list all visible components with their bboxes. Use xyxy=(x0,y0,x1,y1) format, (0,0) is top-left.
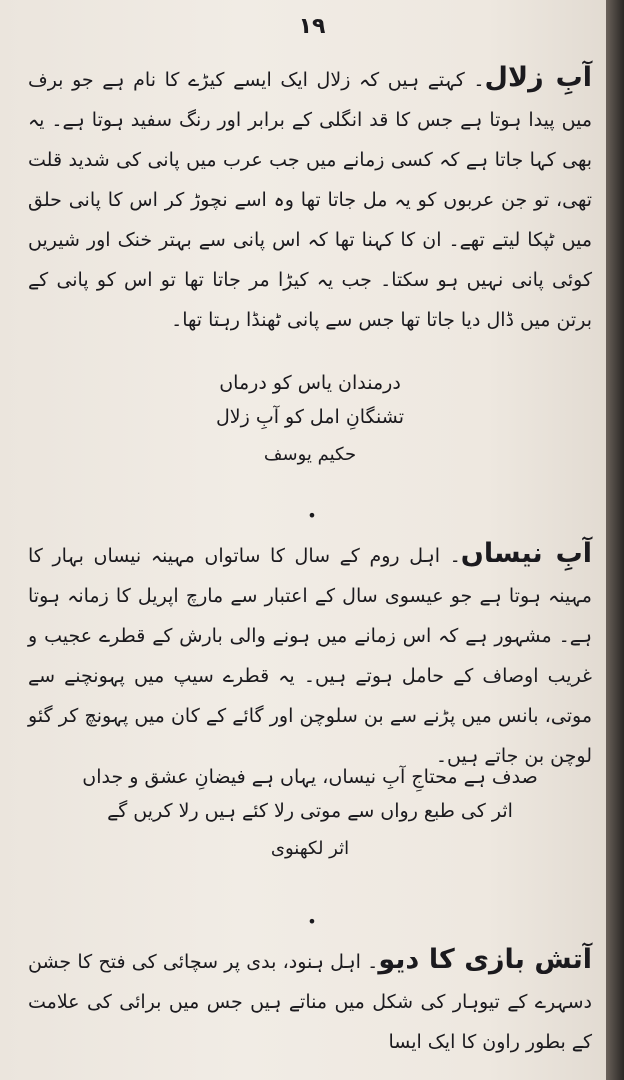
entry-aab-e-zulal xyxy=(28,58,592,340)
entry-text: ۔ اہل ہنود، بدی پر سچائی کی فتح کا جشن دسہرے کے تیوہار کی شکل میں مناتے ہیں جس میں برائی کی علامت کے بطور راون کا ایک ایسا xyxy=(28,951,592,1053)
entry-paragraph xyxy=(28,940,592,1062)
couplet-block xyxy=(28,366,592,472)
entry-aab-e-naisan xyxy=(28,534,592,776)
entry-heading: آبِ زلال xyxy=(484,62,592,93)
verse-line: تشنگانِ امل کو آبِ زلال xyxy=(215,406,405,428)
entry-paragraph xyxy=(28,58,592,340)
entry-text: ۔ کہتے ہیں کہ زلال ایک ایسے کیڑے کا نام ہے جو برف میں پیدا ہوتا ہے جس کا قد انگلی کے برابر اور رنگ سفید ہوتا ہے۔ یہ بھی کہا جاتا ہے کہ کسی زمانے میں جب عرب میں پانی کی شدید قلت تھی، تو جن عربوں کو یہ مل جاتا تھا وہ اسے نچوڑ کر اس کا پانی حلق میں ٹپکا لیتے تھے۔ ان کا کہنا تھا کہ اس پانی سے بہتر خنک اور شیریں کوئی پانی نہیں ہو سکتا۔ جب یہ کیڑا مر جاتا تھا تو اس کو پانی کے برتن میں ڈال دیا جاتا تھا جس سے پانی ٹھنڈا رہتا تھا۔ xyxy=(28,69,592,331)
entry-heading: آتش بازی کا دیو xyxy=(378,944,592,975)
section-separator: • xyxy=(307,912,317,931)
poet-name: حکیم یوسف xyxy=(263,444,357,465)
section-separator: • xyxy=(307,506,317,525)
entry-aatish-baazi xyxy=(28,940,592,1062)
poet-name: اثر لکھنوی xyxy=(270,838,350,859)
verse-line: درمندان یاس کو درماں xyxy=(219,372,401,394)
entry-text: ۔ اہل روم کے سال کا ساتواں مہینہ نیساں بہار کا مہینہ ہوتا ہے جو عیسوی سال کے اعتبار سے مارچ اپریل کا زمانہ ہوتا ہے۔ مشہور ہے کہ اس زمانے میں ہونے والی بارش کے قطرے عجیب و غریب اوصاف کے حامل ہوتے ہیں۔ یہ قطرے سیپ میں پہونچنے سے موتی، بانس میں پڑنے سے بن سلوچن اور گائے کے کان میں پہونچ کر گئو لوچن بن جاتے ہیں۔ xyxy=(28,545,592,767)
book-spine-edge xyxy=(606,0,624,1080)
entry-heading: آبِ نیساں xyxy=(460,538,592,569)
page-number: ١٩ xyxy=(298,14,326,39)
verse-line: اثر کی طبع رواں سے موتی رلا کئے ہیں رلا کریں گے xyxy=(107,800,513,822)
couplet-block xyxy=(28,760,592,866)
entry-paragraph xyxy=(28,534,592,776)
verse-line: صدف ہے محتاجِ آبِ نیساں، یہاں ہے فیضانِ عشق و جداں xyxy=(82,766,538,788)
